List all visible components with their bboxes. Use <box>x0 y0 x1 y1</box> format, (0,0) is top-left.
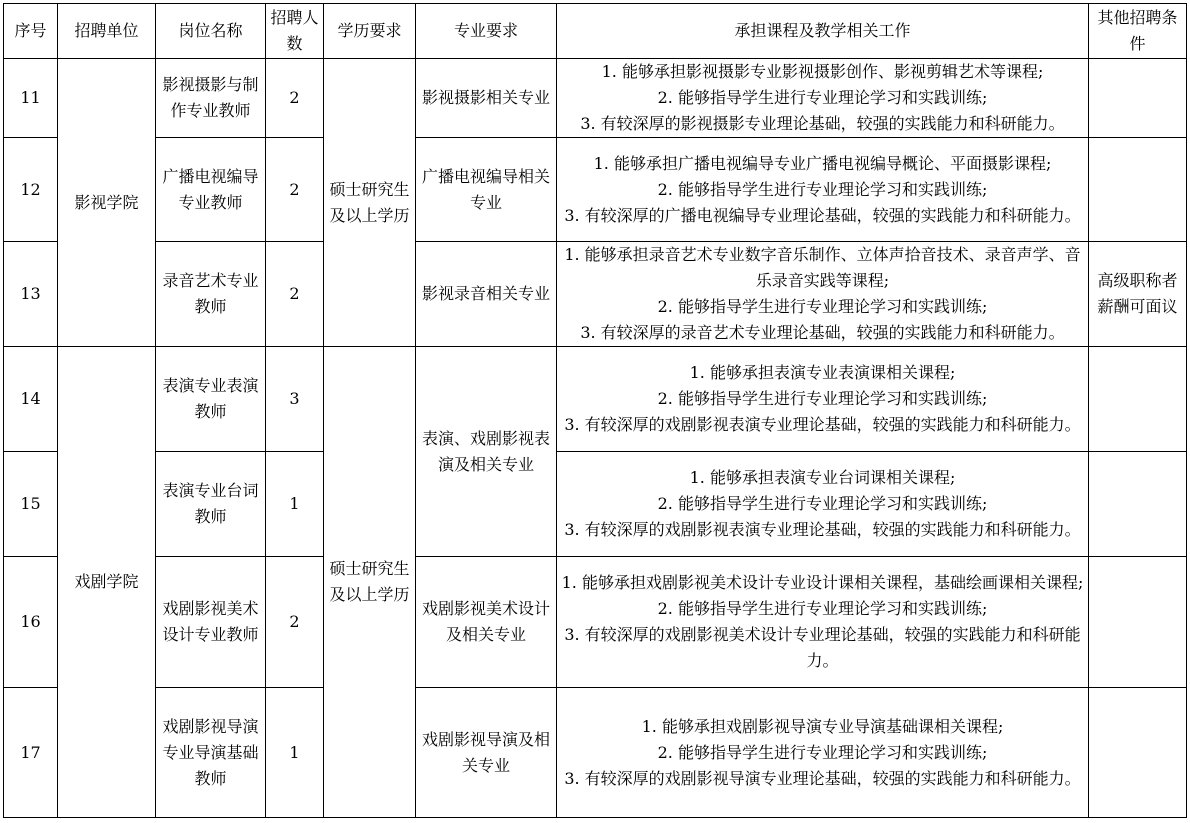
count-cell: 3 <box>266 347 324 452</box>
row-seq: 11 <box>4 59 58 138</box>
position-cell: 广播电视编导专业教师 <box>156 138 266 242</box>
duty-line: 1. 能够承担广播电视编导专业广播电视编导概论、平面摄影课程; <box>593 153 1052 173</box>
header-education: 学历要求 <box>324 4 416 59</box>
unit-cell-drama: 戏剧学院 <box>58 347 156 818</box>
duty-line: 1. 能够承担录音艺术专业数字音乐制作、立体声拾音技术、录音声学、音乐录音实践等课程; <box>564 245 1081 290</box>
other-condition-cell: 高级职称者薪酬可面议 <box>1089 242 1187 347</box>
row-seq: 14 <box>4 347 58 452</box>
table-row <box>4 242 1187 347</box>
duties-cell <box>557 138 1089 242</box>
duties-cell <box>557 557 1089 688</box>
position-cell: 表演专业表演教师 <box>156 347 266 452</box>
other-cell <box>1089 688 1187 818</box>
duties-cell <box>557 59 1089 138</box>
major-cell: 影视摄影相关专业 <box>416 59 557 138</box>
position-cell: 戏剧影视美术设计专业教师 <box>156 557 266 688</box>
other-cell <box>1089 452 1187 557</box>
duties-cell <box>557 688 1089 818</box>
other-cell <box>1089 557 1187 688</box>
duty-line: 1. 能够承担戏剧影视美术设计专业设计课相关课程，基础绘画课相关课程; <box>561 573 1084 592</box>
position-cell: 影视摄影与制作专业教师 <box>156 59 266 138</box>
education-cell-film: 硕士研究生及以上学历 <box>324 59 416 347</box>
row-seq: 16 <box>4 557 58 688</box>
major-cell: 表演、戏剧影视表演及相关专业 <box>416 347 557 557</box>
count-cell: 2 <box>266 138 324 242</box>
duty-line: 3. 有较深厚的录音艺术专业理论基础，较强的实践能力和科研能力。 <box>580 323 1065 342</box>
table-row <box>4 452 1187 557</box>
major-cell: 影视录音相关专业 <box>416 242 557 347</box>
header-row <box>4 4 1187 59</box>
duty-line: 3. 有较深厚的影视摄影专业理论基础，较强的实践能力和科研能力。 <box>580 114 1065 133</box>
duty-line: 3. 有较深厚的戏剧影视表演专业理论基础，较强的实践能力和科研能力。 <box>564 415 1081 434</box>
count-cell: 1 <box>266 688 324 818</box>
row-seq: 15 <box>4 452 58 557</box>
duty-line: 2. 能够指导学生进行专业理论学习和实践训练; <box>657 179 988 199</box>
duties-cell <box>557 242 1089 347</box>
duty-line: 3. 有较深厚的广播电视编导专业理论基础，较强的实践能力和科研能力。 <box>564 205 1081 225</box>
position-cell: 录音艺术专业教师 <box>156 242 266 347</box>
duty-line: 1. 能够承担表演专业表演课相关课程; <box>689 363 956 382</box>
count-cell: 2 <box>266 59 324 138</box>
duty-line: 1. 能够承担表演专业台词课相关课程; <box>689 468 956 487</box>
other-cell <box>1089 59 1187 138</box>
header-seq: 序号 <box>4 4 58 59</box>
table-row <box>4 557 1187 688</box>
table-row <box>4 347 1187 452</box>
table-row <box>4 59 1187 138</box>
duty-line: 2. 能够指导学生进行专业理论学习和实践训练; <box>657 599 988 618</box>
header-unit: 招聘单位 <box>58 4 156 59</box>
table-row <box>4 688 1187 818</box>
header-position: 岗位名称 <box>156 4 266 59</box>
duty-line: 1. 能够承担影视摄影专业影视摄影创作、影视剪辑艺术等课程; <box>601 62 1044 81</box>
recruitment-table <box>3 3 1187 818</box>
major-cell: 广播电视编导相关专业 <box>416 138 557 242</box>
duty-line: 2. 能够指导学生进行专业理论学习和实践训练; <box>657 742 988 762</box>
count-cell: 1 <box>266 452 324 557</box>
duty-line: 3. 有较深厚的戏剧影视美术设计专业理论基础，较强的实践能力和科研能力。 <box>564 625 1081 670</box>
row-seq: 17 <box>4 688 58 818</box>
header-count: 招聘人数 <box>266 4 324 59</box>
other-cell <box>1089 347 1187 452</box>
other-cell <box>1089 138 1187 242</box>
header-duties: 承担课程及教学相关工作 <box>557 4 1089 59</box>
duties-cell <box>557 452 1089 557</box>
major-cell: 戏剧影视美术设计及相关专业 <box>416 557 557 688</box>
duty-line: 2. 能够指导学生进行专业理论学习和实践训练; <box>657 297 988 316</box>
duty-line: 2. 能够指导学生进行专业理论学习和实践训练; <box>657 389 988 408</box>
major-cell: 戏剧影视导演及相关专业 <box>416 688 557 818</box>
position-cell: 戏剧影视导演专业导演基础教师 <box>156 688 266 818</box>
table-row <box>4 138 1187 242</box>
education-cell-drama: 硕士研究生及以上学历 <box>324 347 416 818</box>
row-seq: 13 <box>4 242 58 347</box>
duty-line: 3. 有较深厚的戏剧影视导演专业理论基础，较强的实践能力和科研能力。 <box>564 768 1081 788</box>
count-cell: 2 <box>266 557 324 688</box>
header-major: 专业要求 <box>416 4 557 59</box>
duties-cell <box>557 347 1089 452</box>
duty-line: 1. 能够承担戏剧影视导演专业导演基础课相关课程; <box>641 716 1004 736</box>
duty-line: 2. 能够指导学生进行专业理论学习和实践训练; <box>657 88 988 107</box>
header-other: 其他招聘条件 <box>1089 4 1187 59</box>
duty-line: 3. 有较深厚的戏剧影视表演专业理论基础，较强的实践能力和科研能力。 <box>564 520 1081 539</box>
count-cell: 2 <box>266 242 324 347</box>
row-seq: 12 <box>4 138 58 242</box>
unit-cell-film: 影视学院 <box>58 59 156 347</box>
duty-line: 2. 能够指导学生进行专业理论学习和实践训练; <box>657 494 988 513</box>
position-cell: 表演专业台词教师 <box>156 452 266 557</box>
